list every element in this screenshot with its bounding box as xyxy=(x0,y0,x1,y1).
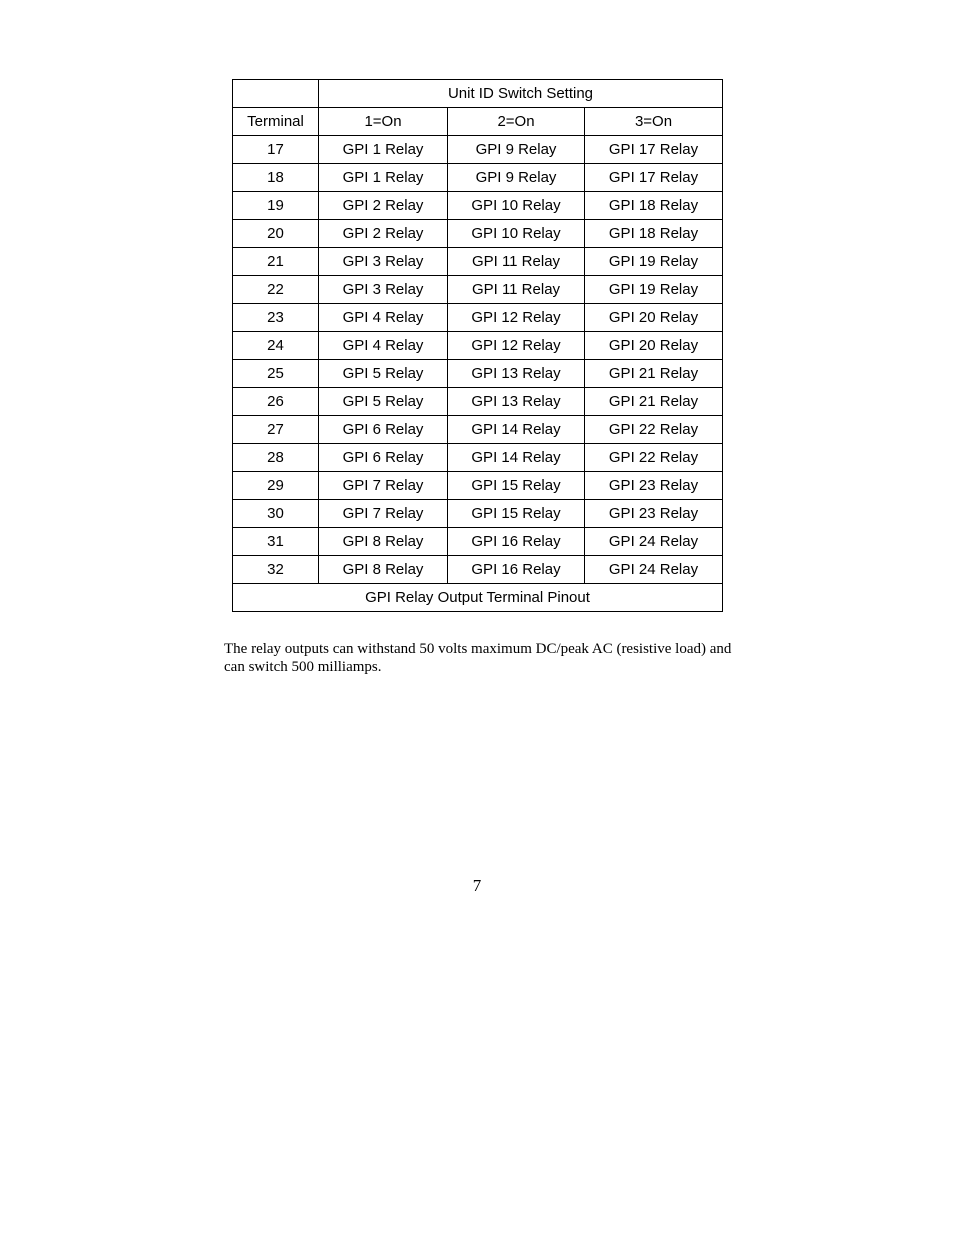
relay-cell-3-on: GPI 20 Relay xyxy=(585,304,723,332)
relay-cell-1-on: GPI 1 Relay xyxy=(319,136,448,164)
terminal-cell: 31 xyxy=(233,528,319,556)
terminal-cell: 23 xyxy=(233,304,319,332)
relay-cell-1-on: GPI 6 Relay xyxy=(319,444,448,472)
relay-cell-2-on: GPI 16 Relay xyxy=(448,556,585,584)
table-caption: GPI Relay Output Terminal Pinout xyxy=(233,584,723,612)
relay-cell-2-on: GPI 13 Relay xyxy=(448,388,585,416)
relay-cell-3-on: GPI 19 Relay xyxy=(585,276,723,304)
relay-cell-3-on: GPI 17 Relay xyxy=(585,164,723,192)
relay-cell-1-on: GPI 8 Relay xyxy=(319,528,448,556)
terminal-cell: 22 xyxy=(233,276,319,304)
table-row xyxy=(233,444,723,472)
relay-cell-2-on: GPI 16 Relay xyxy=(448,528,585,556)
terminal-cell: 30 xyxy=(233,500,319,528)
relay-cell-1-on: GPI 5 Relay xyxy=(319,360,448,388)
relay-cell-2-on: GPI 14 Relay xyxy=(448,444,585,472)
group-header-cell: Unit ID Switch Setting xyxy=(319,80,723,108)
relay-cell-3-on: GPI 24 Relay xyxy=(585,528,723,556)
table-row xyxy=(233,276,723,304)
relay-cell-3-on: GPI 18 Relay xyxy=(585,220,723,248)
column-header-3-on: 3=On xyxy=(585,108,723,136)
relay-cell-2-on: GPI 10 Relay xyxy=(448,220,585,248)
terminal-cell: 26 xyxy=(233,388,319,416)
table-row xyxy=(233,360,723,388)
relay-cell-1-on: GPI 7 Relay xyxy=(319,500,448,528)
table-corner-cell xyxy=(233,80,319,108)
relay-cell-2-on: GPI 11 Relay xyxy=(448,248,585,276)
relay-cell-3-on: GPI 17 Relay xyxy=(585,136,723,164)
relay-cell-1-on: GPI 4 Relay xyxy=(319,304,448,332)
terminal-cell: 19 xyxy=(233,192,319,220)
table-row xyxy=(233,136,723,164)
terminal-cell: 21 xyxy=(233,248,319,276)
relay-cell-3-on: GPI 20 Relay xyxy=(585,332,723,360)
relay-cell-3-on: GPI 18 Relay xyxy=(585,192,723,220)
terminal-cell: 28 xyxy=(233,444,319,472)
relay-cell-2-on: GPI 15 Relay xyxy=(448,472,585,500)
table-row xyxy=(233,164,723,192)
relay-cell-3-on: GPI 21 Relay xyxy=(585,388,723,416)
relay-cell-3-on: GPI 24 Relay xyxy=(585,556,723,584)
pinout-table-body xyxy=(233,80,723,612)
column-header-2-on: 2=On xyxy=(448,108,585,136)
table-row xyxy=(233,220,723,248)
terminal-cell: 17 xyxy=(233,136,319,164)
terminal-cell: 24 xyxy=(233,332,319,360)
table-row xyxy=(233,192,723,220)
table-row xyxy=(233,248,723,276)
table-row xyxy=(233,528,723,556)
table-caption-row xyxy=(233,584,723,612)
relay-cell-2-on: GPI 12 Relay xyxy=(448,304,585,332)
table-row xyxy=(233,388,723,416)
relay-cell-3-on: GPI 22 Relay xyxy=(585,416,723,444)
relay-cell-1-on: GPI 1 Relay xyxy=(319,164,448,192)
terminal-cell: 32 xyxy=(233,556,319,584)
relay-cell-3-on: GPI 22 Relay xyxy=(585,444,723,472)
relay-cell-3-on: GPI 23 Relay xyxy=(585,472,723,500)
table-row xyxy=(233,304,723,332)
relay-cell-2-on: GPI 12 Relay xyxy=(448,332,585,360)
relay-spec-paragraph: The relay outputs can withstand 50 volts maximum DC/peak AC (resistive load) and can switch 500 milliamps. xyxy=(224,641,732,675)
table-group-header-row xyxy=(233,80,723,108)
relay-cell-2-on: GPI 13 Relay xyxy=(448,360,585,388)
table-row xyxy=(233,500,723,528)
table-row xyxy=(233,416,723,444)
relay-cell-3-on: GPI 21 Relay xyxy=(585,360,723,388)
relay-cell-1-on: GPI 4 Relay xyxy=(319,332,448,360)
relay-cell-2-on: GPI 9 Relay xyxy=(448,136,585,164)
relay-cell-2-on: GPI 10 Relay xyxy=(448,192,585,220)
relay-cell-2-on: GPI 9 Relay xyxy=(448,164,585,192)
relay-cell-1-on: GPI 8 Relay xyxy=(319,556,448,584)
terminal-cell: 20 xyxy=(233,220,319,248)
relay-cell-3-on: GPI 19 Relay xyxy=(585,248,723,276)
terminal-cell: 27 xyxy=(233,416,319,444)
relay-cell-2-on: GPI 15 Relay xyxy=(448,500,585,528)
page-number: 7 xyxy=(472,876,482,895)
table-header-row xyxy=(233,108,723,136)
pinout-table xyxy=(232,79,723,612)
table-row xyxy=(233,556,723,584)
relay-cell-1-on: GPI 5 Relay xyxy=(319,388,448,416)
relay-cell-1-on: GPI 7 Relay xyxy=(319,472,448,500)
relay-cell-2-on: GPI 11 Relay xyxy=(448,276,585,304)
relay-cell-3-on: GPI 23 Relay xyxy=(585,500,723,528)
relay-cell-2-on: GPI 14 Relay xyxy=(448,416,585,444)
terminal-cell: 25 xyxy=(233,360,319,388)
terminal-cell: 29 xyxy=(233,472,319,500)
relay-cell-1-on: GPI 2 Relay xyxy=(319,220,448,248)
relay-cell-1-on: GPI 3 Relay xyxy=(319,248,448,276)
relay-cell-1-on: GPI 3 Relay xyxy=(319,276,448,304)
column-header-terminal: Terminal xyxy=(233,108,319,136)
terminal-cell: 18 xyxy=(233,164,319,192)
relay-cell-1-on: GPI 6 Relay xyxy=(319,416,448,444)
table-row xyxy=(233,472,723,500)
table-row xyxy=(233,332,723,360)
column-header-1-on: 1=On xyxy=(319,108,448,136)
relay-cell-1-on: GPI 2 Relay xyxy=(319,192,448,220)
